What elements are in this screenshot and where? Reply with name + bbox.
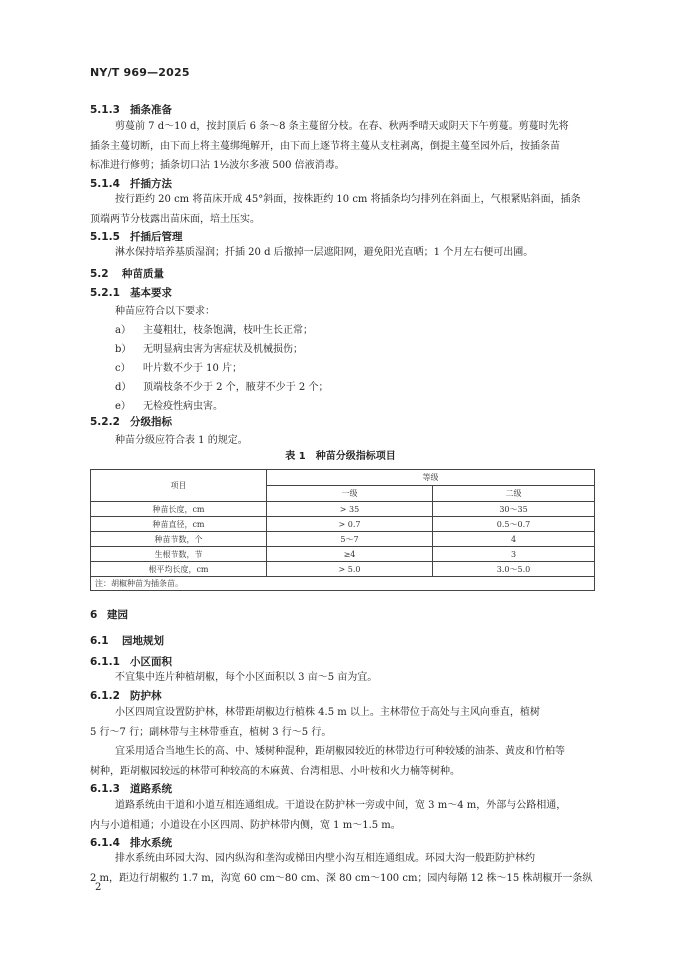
paragraph-6-1-2b	[115, 742, 615, 762]
section-number: 6.1.1	[90, 656, 120, 668]
section-title: 种苗质量	[122, 268, 164, 280]
section-number: 6.1	[90, 635, 109, 647]
cell-grade-1: ≥4	[267, 547, 433, 562]
table-row	[91, 517, 595, 532]
paragraph-6-1-1	[115, 668, 615, 688]
cell-grade-1: 5～7	[267, 532, 433, 547]
text-line: 道路系统由干道和小道互相连通组成。干道设在防护林一旁或中间，宽 3 m～4 m，外部与公路相通，	[115, 800, 567, 811]
section-number: 5.2.2	[90, 416, 120, 428]
section-title: 扦插方法	[130, 178, 172, 190]
paragraph-6-1-2b-cont	[90, 762, 595, 782]
list-marker: a）	[115, 325, 131, 336]
list-item	[115, 397, 223, 412]
table-row	[91, 562, 595, 577]
cell-item: 种苗节数，个	[91, 532, 267, 547]
text-line: 小区四周宜设置防护林，林带距胡椒边行植株 4.5 m 以上。主林带位于高处与主风向垂直，植树	[115, 707, 540, 718]
standard-number: NY/T 969—2025	[90, 66, 190, 79]
table-note-row	[91, 577, 595, 591]
text-line: 2 m，距边行胡椒约 1.7 m，沟宽 60 cm～80 cm、深 80 cm～100 cm；园内每隔 12 株～15 株胡椒开一条纵	[90, 872, 593, 884]
paragraph-6-1-2	[115, 703, 615, 723]
list-text: 叶片数不少于 10 片；	[143, 363, 243, 374]
heading-6	[90, 607, 128, 622]
paragraph-5-1-4-cont	[90, 210, 595, 230]
paragraph-6-1-4-cont	[90, 869, 595, 889]
section-number: 5.1.5	[90, 231, 120, 243]
paragraph-6-1-3-cont	[90, 816, 595, 836]
cell-grade-2: 4	[433, 532, 595, 547]
heading-5-2-2	[90, 414, 172, 429]
table-row	[91, 502, 595, 517]
table-row	[91, 532, 595, 547]
heading-6-1	[90, 633, 164, 648]
cell-grade-1: > 35	[267, 502, 433, 517]
list-text: 无明显病虫害为害症状及机械损伤；	[143, 344, 303, 355]
heading-5-1-4	[90, 176, 172, 191]
paragraph-5-1-3-cont	[90, 137, 595, 176]
heading-6-1-3	[90, 781, 172, 796]
section-title: 插条准备	[130, 104, 172, 116]
list-item	[115, 359, 242, 374]
paragraph-6-1-4	[115, 849, 615, 869]
text-line: 树种，距胡椒园较远的林带可种较高的木麻黄、台湾相思、小叶桉和火力楠等树种。	[90, 765, 460, 777]
cell-grade-2: 3.0～5.0	[433, 562, 595, 577]
text-line: 剪蔓前 7 d～10 d，按封顶后 6 条～8 条主蔓留分枝。在春、秋两季晴天或阴天下午剪蔓。剪蔓时先将	[115, 121, 569, 132]
section-title: 扦插后管理	[130, 231, 183, 243]
list-text: 顶端枝条不少于 2 个，腋芽不少于 2 个；	[143, 382, 329, 393]
text-line: 不宜集中连片种植胡椒，每个小区面积以 3 亩～5 亩为宜。	[115, 672, 378, 683]
section-title: 基本要求	[130, 287, 172, 299]
list-item	[115, 378, 328, 393]
heading-5-2	[90, 266, 164, 281]
heading-6-1-4	[90, 835, 172, 850]
header-item: 项目	[91, 470, 267, 502]
section-title: 防护林	[130, 690, 162, 702]
text-line: 5 行～7 行；副林带与主林带垂直，植树 3 行～5 行。	[90, 726, 332, 738]
list-item	[115, 321, 313, 336]
cell-item: 种苗长度，cm	[91, 502, 267, 517]
section-number: 5.2	[90, 268, 109, 280]
paragraph-5-1-5	[115, 243, 615, 263]
section-title: 小区面积	[130, 656, 172, 668]
text-line: 标准进行修剪；插条切口沾 1½波尔多液 500 倍液消毒。	[90, 160, 345, 171]
cell-grade-1: > 0.7	[267, 517, 433, 532]
section-number: 6	[90, 609, 98, 621]
heading-6-1-1	[90, 654, 172, 669]
paragraph-5-1-3	[115, 117, 615, 137]
section-number: 5.1.3	[90, 104, 120, 116]
table-note: 注：胡椒种苗为插条苗。	[91, 577, 595, 591]
cell-item: 生根节数，节	[91, 547, 267, 562]
list-marker: c）	[115, 363, 131, 374]
list-text: 无检疫性病虫害。	[143, 401, 223, 412]
section-title: 园地规划	[122, 635, 164, 647]
grading-table	[90, 469, 595, 591]
section-title: 排水系统	[130, 837, 172, 849]
paragraph-6-1-2-cont	[90, 723, 595, 743]
section-number: 6.1.2	[90, 690, 120, 702]
requirements-intro: 种苗应符合以下要求：	[115, 306, 215, 317]
section-number: 5.2.1	[90, 287, 120, 299]
table-row	[91, 547, 595, 562]
text-line: 插条主蔓切断，由下而上将主蔓绑绳解开，由下而上逐节将主蔓从支柱剥离，倒提主蔓至园外后，按插条苗	[90, 140, 560, 152]
heading-5-1-3	[90, 102, 172, 117]
section-number: 6.1.3	[90, 783, 120, 795]
heading-5-1-5	[90, 229, 183, 244]
table-header-row	[91, 470, 595, 486]
cell-item: 根平均长度，cm	[91, 562, 267, 577]
cell-grade-2: 3	[433, 547, 595, 562]
list-marker: e）	[115, 401, 131, 412]
list-text: 主蔓粗壮，枝条饱满，枝叶生长正常；	[143, 325, 313, 336]
cell-grade-2: 30～35	[433, 502, 595, 517]
page-number: 2	[95, 882, 102, 893]
text-line: 顶端两节分枝露出苗床面，培土压实。	[90, 213, 260, 225]
cell-item: 种苗直径，cm	[91, 517, 267, 532]
header-grade-2: 二级	[433, 486, 595, 502]
cell-grade-1: > 5.0	[267, 562, 433, 577]
section-title: 道路系统	[130, 783, 172, 795]
header-grade: 等级	[267, 470, 595, 486]
text-line: 内与小道相通；小道设在小区四周、防护林带内侧，宽 1 m～1.5 m。	[90, 819, 401, 831]
section-title: 分级指标	[130, 416, 172, 428]
grading-intro: 种苗分级应符合表 1 的规定。	[115, 435, 248, 446]
heading-6-1-2	[90, 688, 162, 703]
list-marker: b）	[115, 344, 132, 355]
cell-grade-2: 0.5～0.7	[433, 517, 595, 532]
section-number: 6.1.4	[90, 837, 120, 849]
list-marker: d）	[115, 382, 132, 393]
heading-5-2-1	[90, 285, 172, 300]
text-line: 按行距约 20 cm 将苗床开成 45°斜面，按株距约 10 cm 将插条均匀排列在斜面上，气根紧贴斜面，插条	[115, 194, 581, 205]
list-item	[115, 340, 303, 355]
paragraph-6-1-3	[115, 796, 615, 816]
paragraph-5-1-4	[115, 190, 615, 210]
text-line: 宜采用适合当地生长的高、中、矮树种混种，距胡椒园较近的林带边行可种较矮的油茶、黄皮和竹柏等	[115, 746, 565, 757]
text-line: 排水系统由环园大沟、园内纵沟和垄沟或梯田内壁小沟互相连通组成。环园大沟一般距防护林约	[115, 853, 535, 864]
section-number: 5.1.4	[90, 178, 120, 190]
header-grade-1: 一级	[267, 486, 433, 502]
table-caption: 表 1 种苗分级指标项目	[285, 451, 396, 462]
section-title: 建园	[107, 609, 128, 621]
text-line: 淋水保持培养基质湿润；扦插 20 d 后撤掉一层遮阳网，避免阳光直晒；1 个月左右便可出圃。	[115, 247, 534, 258]
